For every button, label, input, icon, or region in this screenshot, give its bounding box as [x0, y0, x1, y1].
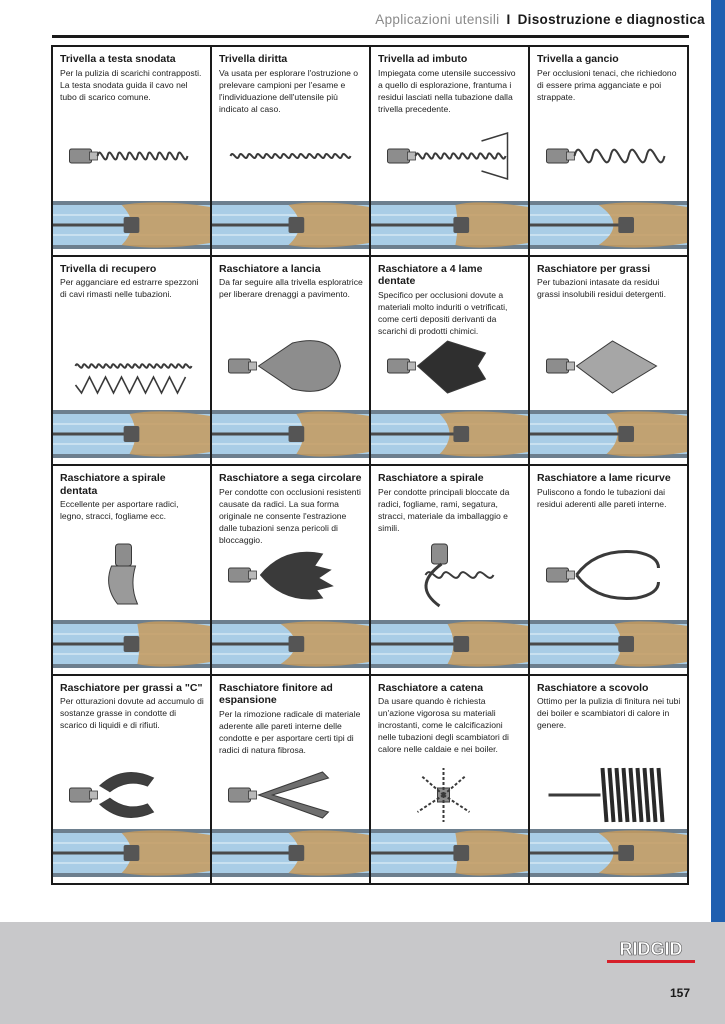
pipe-cutaway-illustration — [530, 823, 687, 883]
tool-card — [530, 257, 687, 465]
straight-auger-icon — [220, 123, 361, 189]
spiral-saw-blade-icon — [61, 542, 202, 608]
tool-card-text — [219, 682, 363, 756]
tool-card-title: Raschiatore a sega circolare — [219, 472, 362, 484]
ridgid-logo — [603, 936, 699, 966]
tool-card-description: Da usare quando è richiesta un'azione vigorosa su materiali incrostanti, come le calcificazioni nelle tubazioni degli scambiatori di calore nelle caldaie e nei boiler. — [378, 696, 509, 754]
tool-card — [212, 676, 369, 884]
tool-card-text — [60, 472, 204, 522]
tool-card-title: Raschiatore a 4 lame dentate — [378, 262, 483, 287]
tool-card — [371, 676, 528, 884]
tool-grid — [51, 45, 689, 885]
tool-card-description: Per otturazioni dovute ad accumulo di sostanze grasse in condotte di scarico di liquidi e di rifiuti. — [60, 696, 204, 730]
tool-card — [530, 47, 687, 255]
tool-card-description: Per tubazioni intasate da residui grassi insolubili residui detergenti. — [537, 277, 666, 299]
snake-head-icon — [61, 123, 202, 189]
tool-card-description: Eccellente per asportare radici, legno, stracci, fogliame ecc. — [60, 499, 179, 521]
tool-card-description: Per occlusioni tenaci, che richiedono di essere prima agganciate e poi strappate. — [537, 67, 677, 102]
four-blade-cutter-icon — [379, 333, 520, 399]
pipe-cutaway-illustration — [53, 614, 210, 674]
tool-card-text — [219, 53, 363, 115]
tool-card-text — [60, 682, 204, 732]
hook-auger-icon — [538, 123, 679, 189]
tool-card-title: Trivella a gancio — [537, 53, 619, 65]
tool-card-title: Raschiatore a lancia — [219, 262, 321, 275]
tool-card-title: Raschiatore a scovolo — [537, 681, 649, 694]
tool-card-text — [537, 53, 681, 103]
ridgid-logo-graphic — [603, 936, 699, 966]
brush-icon — [538, 762, 679, 828]
tool-card-text — [219, 472, 363, 546]
tool-card — [53, 676, 210, 884]
tool-card-title: Raschiatore a catena — [378, 681, 484, 694]
tool-card-text — [537, 263, 681, 301]
tool-card-description: Per agganciare ed estrarre spezzoni di cavi rimasti nelle tubazioni. — [60, 277, 199, 299]
tool-card — [212, 47, 369, 255]
logo-red-bar — [607, 960, 695, 963]
tool-card-title: Trivella diritta — [219, 53, 288, 65]
tool-card-text — [219, 263, 363, 301]
pipe-cutaway-illustration — [212, 823, 369, 883]
tool-card — [212, 257, 369, 465]
tool-card-description: Da far seguire alla trivella esploratrice per liberare drenaggi a pavimento. — [219, 277, 363, 299]
tool-card — [530, 676, 687, 884]
tool-card-title: Trivella ad imbuto — [378, 53, 468, 65]
pipe-cutaway-illustration — [53, 195, 210, 255]
tool-card-text — [378, 263, 522, 337]
pipe-cutaway-illustration — [371, 614, 528, 674]
tool-card — [53, 47, 210, 255]
pipe-cutaway-illustration — [53, 404, 210, 464]
accent-band — [711, 0, 725, 922]
pipe-cutaway-illustration — [371, 195, 528, 255]
tool-card — [53, 257, 210, 465]
tool-card-title: Raschiatore a spirale dentata — [60, 472, 166, 497]
page-header — [375, 12, 705, 27]
pipe-cutaway-illustration — [371, 404, 528, 464]
tool-card-title: Raschiatore a lame ricurve — [537, 472, 671, 484]
pipe-cutaway-illustration — [371, 823, 528, 883]
spiral-cutter-icon — [379, 542, 520, 608]
tool-card — [371, 257, 528, 465]
tool-card — [371, 47, 528, 255]
chain-knocker-icon — [379, 762, 520, 828]
tool-card-description: Impiegata come utensile successivo a quello di esplorazione, frantuma i residui lasciati nella tubazione dalla trivella precedente. — [378, 67, 516, 114]
grease-cutter-icon — [538, 333, 679, 399]
pipe-cutaway-illustration — [53, 823, 210, 883]
tool-card-title: Raschiatore per grassi — [537, 262, 651, 275]
pipe-cutaway-illustration — [212, 614, 369, 674]
tool-card-description: Puliscono a fondo le tubazioni dai residui aderenti alle pareti interne. — [537, 486, 667, 509]
header-separator: I — [506, 12, 511, 27]
tool-card-description: Ottimo per la pulizia di finitura nei tubi dei boiler e scambiatori di calore in genere. — [537, 696, 681, 730]
tool-card-title: Raschiatore per grassi a "C" — [60, 681, 203, 694]
tool-card-description: Per condotte principali bloccate da radici, fogliame, rami, segatura, stracci, materiale da imballaggio e simili. — [378, 486, 510, 533]
pipe-cutaway-illustration — [530, 614, 687, 674]
expanding-cutter-icon — [220, 762, 361, 828]
tool-card-text — [378, 682, 522, 756]
tool-card — [530, 466, 687, 674]
header-title: Disostruzione e diagnostica — [517, 12, 705, 27]
tool-card-text — [378, 53, 522, 115]
tool-card-title: Raschiatore a spirale — [378, 472, 484, 484]
header-rule — [52, 35, 689, 38]
tool-card-description: Specifico per occlusioni dovute a materiali molto induriti o vetrificati, come certi depositi derivanti da scarichi di prodotti chimici. — [378, 289, 508, 336]
tool-card-title: Trivella a testa snodata — [60, 53, 176, 65]
header-section: Applicazioni utensili — [375, 12, 500, 27]
tool-card-title: Raschiatore finitore ad espansione — [219, 681, 333, 706]
ridgid-logo-text: RIDGID — [619, 939, 683, 959]
funnel-auger-icon — [379, 123, 520, 189]
tool-card-title: Trivella di recupero — [60, 262, 157, 275]
spear-blade-icon — [220, 333, 361, 399]
c-grease-cutter-icon — [61, 762, 202, 828]
tool-card-description: Per la rimozione radicale di materiale aderente alle pareti interne delle condotte e per asportare certi tipi di radici di natura fibrosa. — [219, 708, 361, 755]
tool-card-text — [60, 53, 204, 103]
pipe-cutaway-illustration — [530, 404, 687, 464]
tool-card-text — [60, 263, 204, 301]
page-number: 157 — [669, 986, 690, 1000]
curved-blade-cutter-icon — [538, 542, 679, 608]
retrieving-auger-icon — [61, 333, 202, 399]
pipe-cutaway-illustration — [212, 195, 369, 255]
circular-saw-blade-icon — [220, 542, 361, 608]
tool-card-description: Per condotte con occlusioni resistenti causate da radici. La sua forma originale ne consente l'estrazione dalle tubazioni senza pericoli di bloccaggio. — [219, 486, 361, 545]
pipe-cutaway-illustration — [212, 404, 369, 464]
tool-card-description: Va usata per esplorare l'ostruzione o prelevare campioni per l'esame e l'individuazione dell'utensile più indicato al caso. — [219, 67, 359, 114]
tool-card-text — [378, 472, 522, 534]
tool-card-description: Per la pulizia di scarichi contrapposti. La testa snodata guida il cavo nel tubo di scarico comune. — [60, 67, 202, 102]
tool-card-text — [537, 472, 681, 510]
pipe-cutaway-illustration — [530, 195, 687, 255]
tool-card-text — [537, 682, 681, 732]
tool-card — [53, 466, 210, 674]
tool-card — [212, 466, 369, 674]
tool-card — [371, 466, 528, 674]
